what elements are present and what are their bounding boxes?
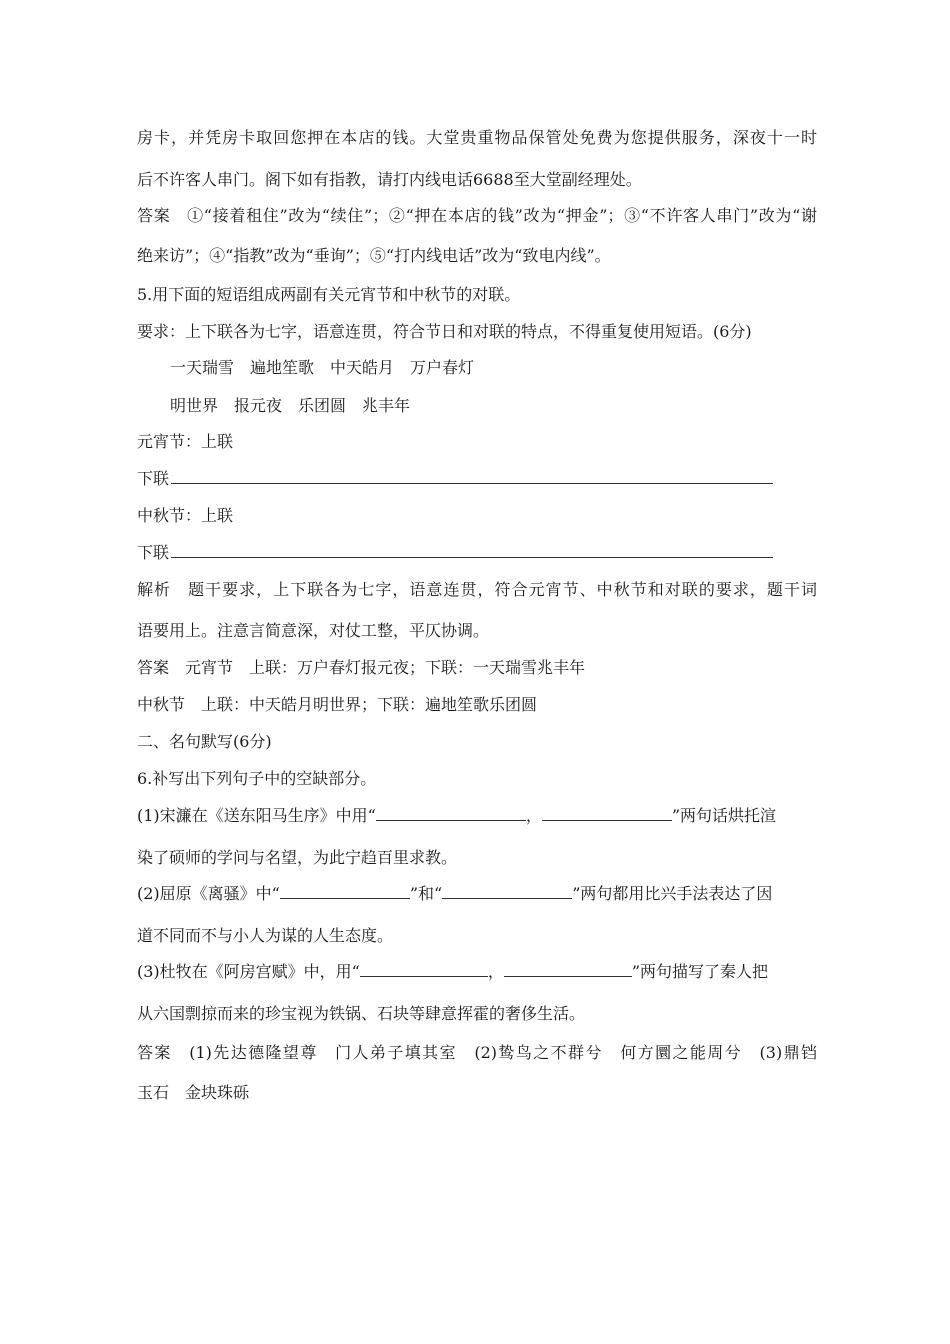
phrase-list: 明世界 报元夜 乐团圆 兆丰年 bbox=[170, 396, 411, 415]
prompt-text: ， bbox=[487, 962, 504, 981]
prompt-text: (2)屈原《离骚》中“ bbox=[137, 884, 280, 903]
prompt-text: ”两句描写了秦人把 bbox=[631, 962, 769, 981]
prompt-text: ”两句都用比兴手法表达了因 bbox=[572, 884, 773, 903]
text-line: 房卡，并凭房卡取回您押在本店的钱。大堂贵重物品保管处免费为您提供服务，深夜十一时 bbox=[137, 128, 817, 147]
fill-blank[interactable] bbox=[442, 897, 572, 899]
couplet-lower-row bbox=[137, 543, 817, 563]
answer-line: 答案 元宵节 上联：万户春灯报元夜；下联：一天瑞雪兆丰年 bbox=[137, 658, 586, 677]
couplet-lower-label: 下联 bbox=[137, 469, 170, 488]
couplet-label: 元宵节：上联 bbox=[137, 432, 234, 451]
fill-blank-row bbox=[137, 806, 817, 826]
question-heading: 6.补写出下列句子中的空缺部分。 bbox=[137, 769, 377, 788]
section-heading: 二、名句默写(6分) bbox=[137, 732, 272, 751]
question-heading: 5.用下面的短语组成两副有关元宵节和中秋节的对联。 bbox=[137, 285, 521, 304]
answer-line: 绝来访”；④“指教”改为“垂询”；⑤“打内线电话”改为“致电内线”。 bbox=[137, 246, 611, 265]
answer-blank[interactable] bbox=[171, 556, 773, 558]
analysis-line: 语要用上。注意言简意深，对仗工整，平仄协调。 bbox=[137, 621, 490, 640]
fill-blank[interactable] bbox=[280, 897, 410, 899]
fill-blank-row bbox=[137, 884, 817, 904]
prompt-text: ”和“ bbox=[409, 884, 443, 903]
answer-line: 答案 ①“接着租住”改为“续住”；②“押在本店的钱”改为“押金”；③“不许客人串门”改为“谢 bbox=[137, 206, 817, 225]
answer-line: 玉石 金块珠砾 bbox=[137, 1083, 250, 1102]
answer-blank[interactable] bbox=[171, 482, 773, 484]
couplet-label: 中秋节：上联 bbox=[137, 506, 234, 525]
answer-line: 中秋节 上联：中天皓月明世界；下联：遍地笙歌乐团圆 bbox=[137, 695, 538, 714]
fill-blank[interactable] bbox=[360, 975, 488, 977]
couplet-lower-row bbox=[137, 469, 817, 489]
prompt-text: (1)宋濂在《送东阳马生序》中用“ bbox=[137, 806, 376, 825]
text-line: 从六国剽掠而来的珍宝视为铁锅、石块等肆意挥霍的奢侈生活。 bbox=[137, 1004, 586, 1023]
prompt-text: (3)杜牧在《阿房宫赋》中，用“ bbox=[137, 962, 360, 981]
answer-line: 答案 (1)先达德隆望尊 门人弟子填其室 (2)鸷鸟之不群兮 何方圜之能周兮 (3)鼎铛 bbox=[137, 1043, 817, 1062]
text-line: 后不许客人串门。阁下如有指教，请打内线电话6688至大堂副经理处。 bbox=[137, 170, 642, 189]
fill-blank[interactable] bbox=[542, 819, 672, 821]
prompt-text: ”两句话烘托渲 bbox=[671, 806, 777, 825]
phrase-list: 一天瑞雪 遍地笙歌 中天皓月 万户春灯 bbox=[170, 358, 475, 377]
requirement-line: 要求：上下联各为七字，语意连贯，符合节日和对联的特点，不得重复使用短语。(6分) bbox=[137, 322, 752, 341]
prompt-text: ， bbox=[525, 806, 542, 825]
text-line: 染了硕师的学问与名望，为此宁趋百里求教。 bbox=[137, 848, 458, 867]
couplet-lower-label: 下联 bbox=[137, 543, 170, 562]
fill-blank[interactable] bbox=[376, 819, 526, 821]
analysis-line: 解析 题干要求，上下联各为七字，语意连贯，符合元宵节、中秋节和对联的要求，题干词 bbox=[137, 580, 817, 599]
fill-blank[interactable] bbox=[504, 975, 632, 977]
text-line: 道不同而不与小人为谋的人生态度。 bbox=[137, 926, 394, 945]
fill-blank-row bbox=[137, 962, 817, 982]
